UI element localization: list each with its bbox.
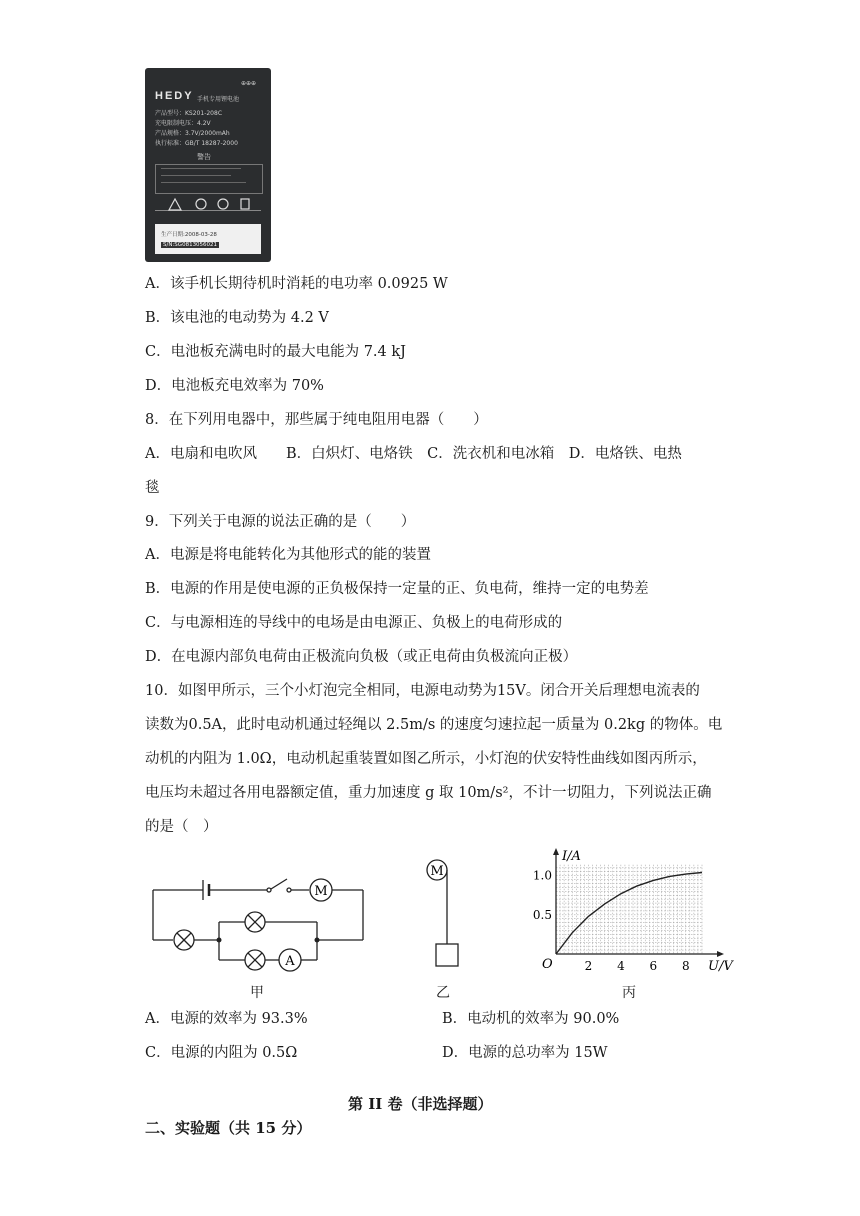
q9-option-c: C．与电源相连的导线中的电场是由电源正、负极上的电荷形成的 (145, 615, 563, 631)
motor-yi-label: M (430, 864, 444, 879)
battery-spec: 产品规格：3.7V/2000mAh (155, 130, 230, 137)
q9-option-d: D．在电源内部负电荷由正极流向负极（或正电荷由负极流向正极） (145, 649, 578, 665)
y-axis-label: I/A (562, 849, 581, 864)
q8-stem: 8．在下列用电器中，那些属于纯电阻用电器（ ） (145, 412, 488, 428)
battery-photo (145, 68, 271, 262)
battery-date: 生产日期:2008-03-28 (161, 232, 217, 238)
x-tick-label: 8 (681, 959, 690, 973)
x-tick-label: 2 (584, 959, 593, 973)
battery-subtitle: 手机专用锂电池 (197, 96, 240, 103)
q9-option-a: A．电源是将电能转化为其他形式的能的装置 (145, 547, 431, 563)
q10-option-d: D．电源的总功率为 15W (442, 1045, 608, 1061)
battery-standard: 执行标准：GB/T 18287-2000 (155, 140, 238, 147)
y-axis-arrow-icon (553, 848, 559, 855)
iv-curve-chart-bing (520, 846, 733, 976)
q10-stem-line-3: 动机的内阻为 1.0Ω，电动机起重装置如图乙所示，小灯泡的伏安特性曲线如图丙所示， (145, 751, 707, 767)
chart-grid (556, 865, 702, 954)
motor-label: M (314, 884, 328, 899)
caption-jia: 甲 (250, 985, 264, 1001)
q10-stem-line-1: 10．如图甲所示，三个小灯泡完全相同，电源电动势为15V。闭合开关后理想电流表的 (145, 683, 700, 699)
q8-options-wrap: 毯 (145, 480, 160, 496)
q7-option-c: C．电池板充满电时的最大电能为 7.4 kJ (145, 344, 406, 360)
x-tick-label: 6 (649, 959, 658, 973)
q10-option-c: C．电源的内阻为 0.5Ω (145, 1045, 298, 1061)
battery-charge-voltage: 充电限制电压：4.2V (155, 120, 211, 127)
battery-barcode-label (155, 224, 261, 254)
battery-model: 产品型号：KS201-208C (155, 110, 223, 117)
q9-stem: 9．下列关于电源的说法正确的是（ ） (145, 514, 416, 530)
origin-label: O (542, 957, 553, 972)
y-tick-label: 1.0 (532, 868, 552, 883)
q10-option-a: A．电源的效率为 93.3% (145, 1011, 308, 1027)
battery-sn: S/N:SG0813056021 (163, 242, 218, 248)
motor-lift-diagram-yi (420, 852, 470, 972)
q10-stem-line-5: 的是（ ） (145, 819, 218, 835)
q7-option-a: A．该手机长期待机时消耗的电功率 0.0925 W (145, 276, 448, 292)
q10-stem-line-2: 读数为0.5A，此时电动机通过轻绳以 2.5m/s 的速度匀速拉起一质量为 0.2kg 的物体。电 (145, 717, 723, 733)
ammeter-label: A (285, 954, 295, 969)
x-axis-arrow-icon (717, 951, 724, 957)
x-tick-label: 4 (617, 959, 625, 973)
q7-option-b: B．该电池的电动势为 4.2 V (145, 310, 329, 326)
battery-brand: HEDY (155, 90, 194, 102)
circuit-diagram-jia (145, 870, 375, 980)
q10-stem-line-4: 电压均未超过各用电器额定值，重力加速度 g 取 10m/s²，不计一切阻力，下列说法正确 (145, 785, 712, 801)
battery-symbols-icon (165, 196, 255, 212)
section-heading-experiment: 二、实验题（共 15 分） (145, 1119, 312, 1137)
q8-options: A．电扇和电吹风 B．白炽灯、电烙铁 C．洗衣机和电冰箱 D．电烙铁、电热 (145, 446, 682, 462)
battery-warning: 警告 (197, 153, 211, 161)
volume-heading: 第 II 卷（非选择题） (348, 1095, 493, 1113)
y-tick-label: 0.5 (532, 907, 552, 922)
caption-bing: 丙 (622, 985, 636, 1001)
battery-icons: ⊕⊕⊕ (241, 80, 257, 87)
caption-yi: 乙 (436, 985, 450, 1001)
q10-option-b: B．电动机的效率为 90.0% (442, 1011, 620, 1027)
x-axis-label: U/V (708, 959, 733, 974)
q9-option-b: B．电源的作用是使电源的正负极保持一定量的正、负电荷，维持一定的电势差 (145, 581, 649, 597)
q7-option-d: D．电池板充电效率为 70% (145, 378, 324, 394)
